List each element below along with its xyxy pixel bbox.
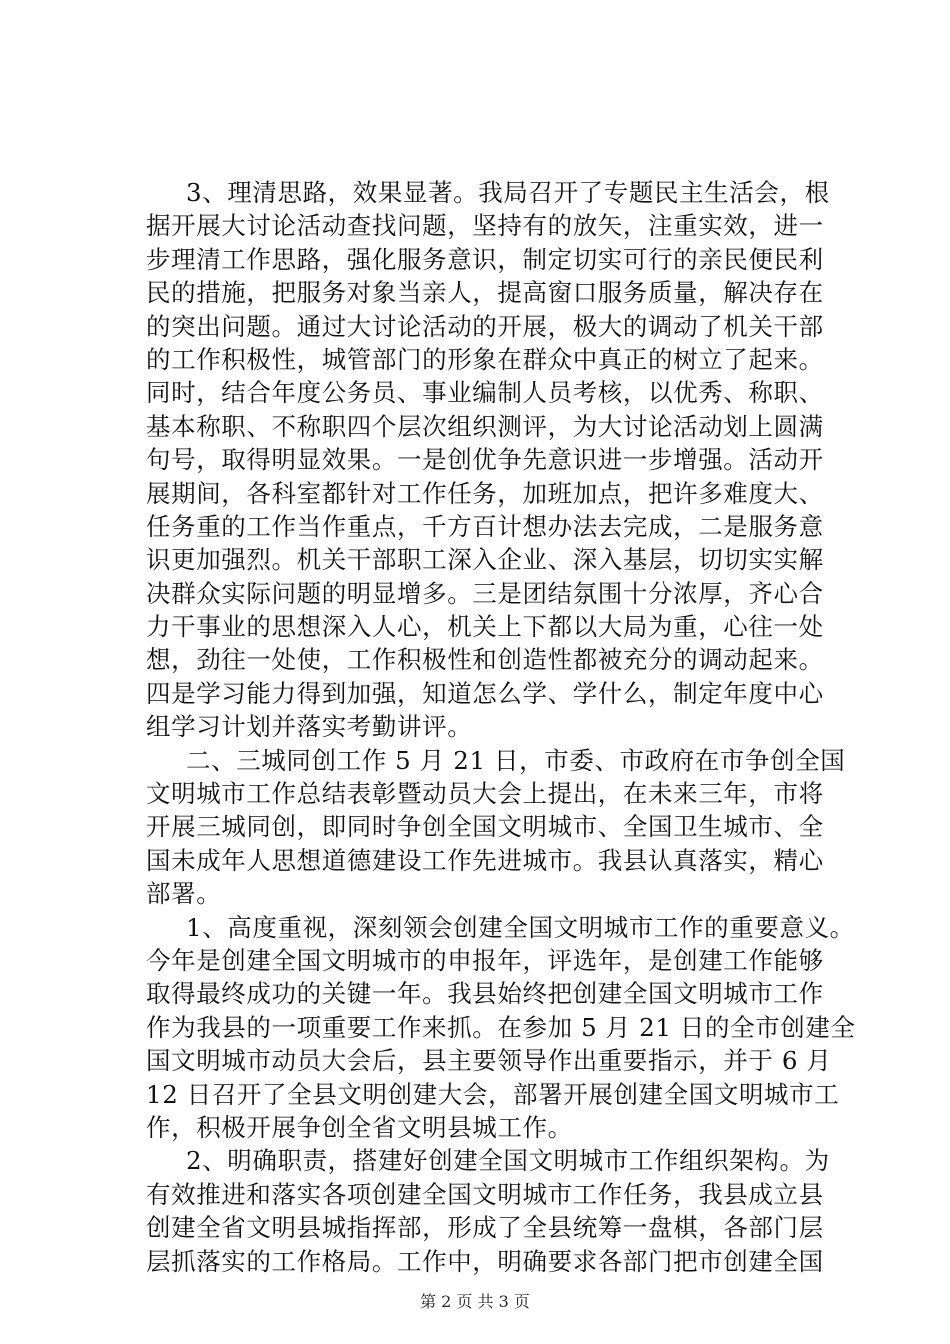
document-body [146,176,856,1278]
text-line: 创建全省文明县城指挥部，形成了全县统筹一盘棋，各部门层 [146,1213,824,1243]
text-line: 取得最终成功的关键一年。我县始终把创建全国文明城市工作 [146,979,824,1009]
text-line: 力干事业的思想深入人心，机关上下都以大局为重，心往一处 [146,612,824,642]
text-line: 的工作积极性，城管部门的形象在群众中真正的树立了起来。 [146,344,824,374]
text-line: 决群众实际问题的明显增多。三是团结氛围十分浓厚，齐心合 [146,578,824,608]
text-line: 国文明城市动员大会后，县主要领导作出重要指示，并于 6 月 [146,1046,832,1076]
text-line: 作，积极开展争创全省文明县城工作。 [146,1112,573,1142]
text-line: 据开展大讨论活动查找问题，坚持有的放矢，注重实效，进一 [146,211,824,241]
text-line: 展期间，各科室都针对工作任务，加班加点，把许多难度大、 [146,478,824,508]
text-line: 有效推进和落实各项创建全国文明城市工作任务，我县成立县 [146,1179,824,1209]
text-line: 2、明确职责，搭建好创建全国文明城市工作组织架构。为 [186,1146,830,1176]
text-line: 任务重的工作当作重点，千方百计想办法去完成，二是服务意 [146,511,824,541]
text-line: 步理清工作思路，强化服务意识，制定切实可行的亲民便民利 [146,244,824,274]
text-line: 识更加强烈。机关干部职工深入企业、深入基层，切切实实解 [146,545,824,575]
text-line: 的突出问题。通过大讨论活动的开展，极大的调动了机关干部 [146,311,824,341]
page-number-footer: 第 2 页 共 3 页 [420,1292,530,1311]
text-line: 基本称职、不称职四个层次组织测评，为大讨论活动划上圆满 [146,411,824,441]
text-line: 想，劲往一处使，工作积极性和创造性都被充分的调动起来。 [146,645,824,675]
text-line: 民的措施，把服务对象当亲人，提高窗口服务质量，解决存在 [146,278,824,308]
text-line: 部署。 [146,879,222,909]
text-line: 12 日召开了全县文明创建大会，部署开展创建全国文明城市工 [146,1079,840,1109]
text-line: 1、高度重视，深刻领会创建全国文明城市工作的重要意义。 [186,912,855,942]
text-line: 四是学习能力得到加强，知道怎么学、学什么，制定年度中心 [146,678,824,708]
text-line: 同时，结合年度公务员、事业编制人员考核，以优秀、称职、 [146,378,824,408]
text-line: 今年是创建全国文明城市的申报年，评选年，是创建工作能够 [146,945,824,975]
text-line: 3、理清思路，效果显著。我局召开了专题民主生活会，根 [186,178,830,207]
text-line: 句号，取得明显效果。一是创优争先意识进一步增强。活动开 [146,445,824,475]
text-line: 作为我县的一项重要工作来抓。在参加 5 月 21 日的全市创建全 [146,1012,856,1042]
text-line: 文明城市工作总结表彰暨动员大会上提出，在未来三年，市将 [146,779,824,809]
text-line: 组学习计划并落实考勤讲评。 [146,712,473,742]
text-line: 国未成年人思想道德建设工作先进城市。我县认真落实，精心 [146,845,824,875]
text-line: 二、三城同创工作 5 月 21 日，市委、市政府在市争创全国 [186,745,846,775]
text-line: 开展三城同创，即同时争创全国文明城市、全国卫生城市、全 [146,812,824,842]
text-line: 层抓落实的工作格局。工作中，明确要求各部门把市创建全国 [146,1246,824,1276]
